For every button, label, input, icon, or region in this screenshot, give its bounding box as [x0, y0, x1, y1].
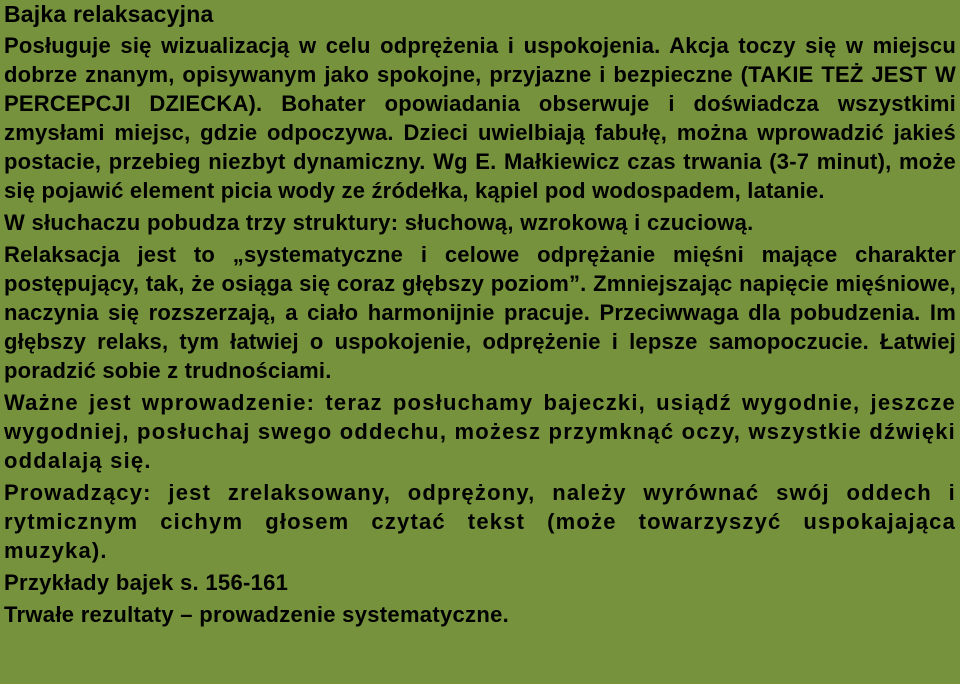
paragraph-results: Trwałe rezultaty – prowadzenie systematyczne. [4, 602, 510, 627]
slide-title: Bajka relaksacyjna [4, 1, 214, 27]
paragraph-facilitator: Prowadzący: jest zrelaksowany, odprężony, należy wyrównać swój oddech i rytmicznym cichym głosem czytać tekst (może towarzyszyć uspokajająca muzyka). [4, 480, 956, 563]
paragraph-relaxation: Relaksacja jest to „systematyczne i celowe odprężanie mięśni mające charakter postępujący, tak, że osiąga się coraz głębszy poziom”. Zmniejszając napięcie mięśniowe, naczynia się rozszerzają, a ciało harmonijnie pracuje. Przeciwwaga dla pobudzenia. Im głębszy relaks, tym łatwiej o uspokojenie, odprężenie i lepsze samopoczucie. Łatwiej poradzić sobie z trudnościami. [4, 242, 956, 383]
paragraph-introduction: Ważne jest wprowadzenie: teraz posłuchamy bajeczki, usiądź wygodnie, jeszcze wygodniej, posłuchaj swego oddechu, możesz przymknąć oczy, wszystkie dźwięki oddalają się. [4, 390, 956, 473]
paragraph-examples: Przykłady bajek s. 156-161 [4, 570, 289, 595]
paragraph-description: Posługuje się wizualizacją w celu odprężenia i uspokojenia. Akcja toczy się w miejscu dobrze znanym, opisywanym jako spokojne, przyjazne i bezpieczne (TAKIE TEŻ JEST W PERCEPCJI DZIECKA). Bohater opowiadania obserwuje i doświadcza wszystkimi zmysłami miejsc, gdzie odpoczywa. Dzieci uwielbiają fabułę, można wprowadzić jakieś postacie, przebieg niezbyt dynamiczny. Wg E. Małkiewicz czas trwania (3-7 minut), może się pojawić element picia wody ze źródełka, kąpiel pod wodospadem, latanie. [4, 33, 956, 203]
paragraph-structures: W słuchaczu pobudza trzy struktury: słuchową, wzrokową i czuciową. [4, 210, 754, 235]
